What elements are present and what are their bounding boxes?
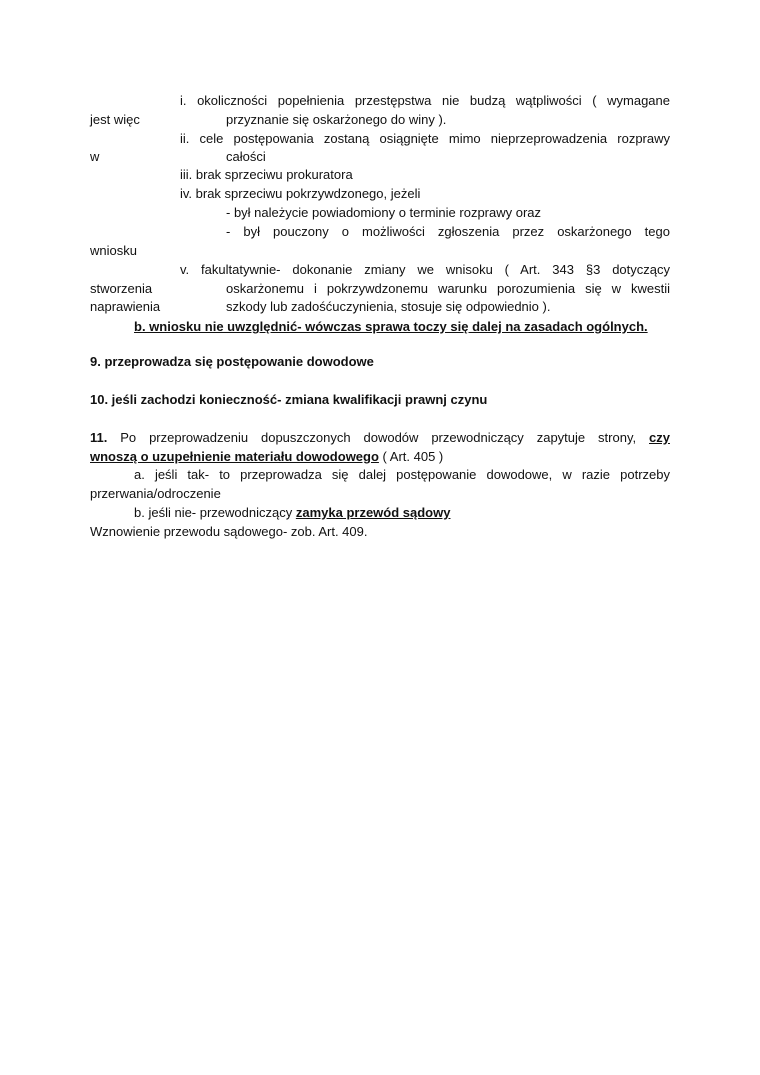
margin-w: w (90, 149, 100, 164)
section-11-item-b-emph: zamyka przewód sądowy (295, 505, 451, 520)
section-9-heading: 9. przeprowadza się postępowanie dowodowe (90, 354, 374, 369)
section-11-item-a-line-2: przerwania/odroczenie (90, 486, 221, 501)
footer-reopen-note: Wznowienie przewodu sądowego- zob. Art. 409. (90, 524, 368, 539)
section-11-item-b (134, 504, 450, 521)
item-v-line-1: v. fakultatywnie- dokonanie zmiany we wnisoku ( Art. 343 §3 dotyczący (180, 262, 670, 277)
item-iv-dash-2: - był pouczony o możliwości zgłoszenia przez oskarżonego tego (226, 224, 670, 239)
section-11-item-a-line-1: a. jeśli tak- to przeprowadza się dalej postępowanie dowodowe, w razie potrzeby (134, 467, 670, 482)
item-v-line-2: oskarżonemu i pokrzywdzonemu warunku porozumienia się w kwestii (226, 281, 670, 296)
margin-stworzenia: stworzenia (90, 281, 153, 296)
item-ii-line-2: całości (226, 149, 266, 164)
margin-jest-wiec: jest więc (90, 112, 140, 127)
section-11-line-1 (90, 429, 670, 446)
section-11-number: 11. (90, 430, 108, 445)
section-11-item-b-text: b. jeśli nie- przewodniczący (134, 505, 293, 520)
item-iii: iii. brak sprzeciwu prokuratora (180, 167, 353, 182)
item-iv: iv. brak sprzeciwu pokrzywdzonego, jeżeli (180, 186, 421, 201)
margin-naprawienia: naprawienia (90, 299, 161, 314)
item-iv-dash-1: - był należycie powiadomiony o terminie rozprawy oraz (226, 205, 542, 220)
item-i-line-1: i. okoliczności popełnienia przestępstwa nie budzą wątpliwości ( wymagane (180, 93, 670, 108)
item-v-line-3: szkody lub zadośćuczynienia, stosuje się odpowiednio ). (226, 299, 551, 314)
item-ii-line-1: ii. cele postępowania zostaną osiągnięte mimo nieprzeprowadzenia rozprawy (180, 131, 670, 146)
item-i-line-2: przyznanie się oskarżonego do winy ). (226, 112, 447, 127)
section-11-line-2 (90, 448, 443, 465)
section-11-emph-material: wnoszą o uzupełnienie materiału dowodowego (90, 449, 379, 464)
section-11-emph-czy: czy (649, 430, 670, 445)
margin-wniosku: wniosku (90, 243, 137, 258)
item-b-not-accepted: b. wniosku nie uwzględnić- wówczas sprawa toczy się dalej na zasadach ogólnych. (134, 319, 648, 334)
section-11-text-start: Po przeprowadzeniu dopuszczonych dowodów przewodniczący zapytuje strony, (120, 430, 637, 445)
section-10-heading: 10. jeśli zachodzi konieczność- zmiana kwalifikacji prawnj czynu (90, 392, 488, 407)
section-11-art-405: ( Art. 405 ) (382, 449, 444, 464)
